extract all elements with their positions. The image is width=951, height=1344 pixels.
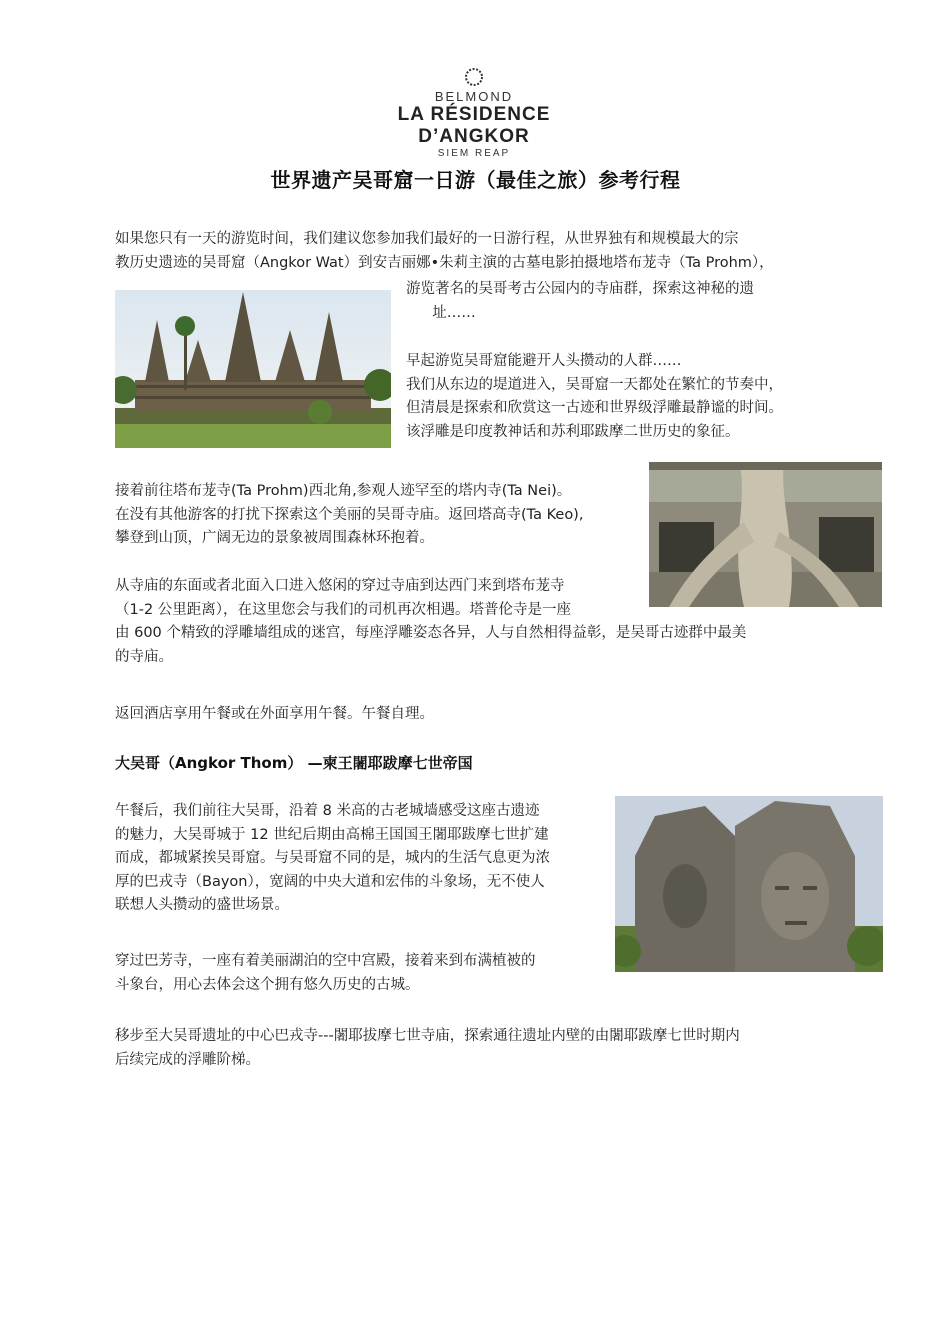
early-line-1: 早起游览吴哥窟能避开人头攒动的人群……: [406, 353, 682, 369]
afternoon-line-2: 的魅力，大吴哥城于 12 世纪后期由高棉王国国王闍耶跋摩七世扩建: [115, 826, 549, 843]
baphuon-line-2: 斗象台，用心去体会这个拥有悠久历史的古城。: [115, 976, 420, 993]
baphuon-paragraph: [115, 950, 536, 997]
afternoon-paragraph: [115, 800, 550, 918]
ta-prohm-line-3: 由 600 个精致的浮雕墙组成的迷宫，每座浮雕姿态各异，人与自然相得益彰，是吴哥古迹群中最美: [115, 625, 747, 641]
section-heading: 大吴哥（Angkor Thom） —柬王闍耶跋摩七世帝国: [115, 754, 473, 772]
logo-city: SIEM REAP: [437, 148, 511, 159]
lunch-paragraph: 返回酒店享用午餐或在外面享用午餐。午餐自理。: [115, 706, 434, 722]
ta-prohm-paragraph: [115, 575, 746, 669]
angkor-wat-photo: [115, 290, 391, 448]
logo-hotel-name: LA RÉSIDENCE D’ANGKOR: [397, 104, 551, 147]
bayon-line-2: 后续完成的浮雕阶梯。: [115, 1051, 260, 1068]
intro-line-2: 教历史遗迹的吴哥窟（Angkor Wat）到安吉丽娜•朱莉主演的古墓电影拍摄地塔布茏寺（Ta Prohm），: [115, 254, 774, 271]
ta-nei-line-3: 攀登到山顶，广阔无边的景象被周围森林环抱着。: [115, 530, 434, 546]
ta-prohm-line-4: 的寺庙。: [115, 648, 173, 665]
intro-line-1: 如果您只有一天的游览时间，我们建议您参加我们最好的一日游行程，从世界独有和规模最大的宗: [115, 231, 739, 247]
intro-paragraph: [115, 228, 774, 275]
afternoon-line-5: 联想人头攒动的盛世场景。: [115, 897, 289, 913]
afternoon-line-4: 厚的巴戎寺（Bayon），宽阔的中央大道和宏伟的斗象场，无不使人: [115, 873, 545, 890]
hotel-logo: [343, 66, 605, 159]
bayon-line-1: 移步至大吴哥遗址的中心巴戎寺---闍耶拔摩七世寺庙，探索通往遗址内壁的由闍耶跋摩七世时期内: [115, 1028, 740, 1044]
early-morning-paragraph: [406, 350, 783, 444]
early-line-3: 但清晨是探索和欣赏这一古迹和世界级浮雕最静谧的时间。: [406, 400, 783, 416]
intro-line-4: 址……: [432, 304, 476, 321]
bayon-faces-photo: [615, 796, 883, 972]
belmond-emblem-icon: [463, 66, 485, 88]
bayon-paragraph: [115, 1025, 740, 1072]
ta-prohm-line-2: （1-2 公里距离），在这里您会与我们的司机再次相遇。塔普伦寺是一座: [115, 601, 572, 618]
intro-paragraph-continued: [406, 278, 754, 325]
page-title: 世界遗产吴哥窟一日游（最佳之旅）参考行程: [270, 168, 681, 192]
afternoon-line-3: 而成，都城紧挨吴哥窟。与吴哥窟不同的是，城内的生活气息更为浓: [115, 850, 550, 866]
logo-brand: BELMOND: [434, 89, 514, 104]
ta-nei-paragraph: [115, 480, 583, 551]
baphuon-line-1: 穿过巴芳寺，一座有着美丽湖泊的空中宫殿，接着来到布满植被的: [115, 953, 536, 969]
early-line-4: 该浮雕是印度教神话和苏利耶跋摩二世历史的象征。: [406, 423, 740, 440]
intro-line-3: 游览著名的吴哥考古公园内的寺庙群，探索这神秘的遗: [406, 281, 754, 297]
ta-nei-line-2: 在没有其他游客的打扰下探索这个美丽的吴哥寺庙。返回塔高寺(Ta Keo),: [115, 506, 584, 523]
ta-prohm-line-1: 从寺庙的东面或者北面入口进入悠闲的穿过寺庙到达西门来到塔布茏寺: [115, 578, 565, 594]
ta-nei-line-1: 接着前往塔布茏寺(Ta Prohm)西北角,参观人迹罕至的塔内寺(Ta Nei)。: [115, 483, 572, 499]
afternoon-line-1: 午餐后，我们前往大吴哥，沿着 8 米高的古老城墙感受这座古遗迹: [115, 803, 540, 819]
early-line-2: 我们从东边的堤道进入，吴哥窟一天都处在繁忙的节奏中，: [406, 376, 783, 393]
